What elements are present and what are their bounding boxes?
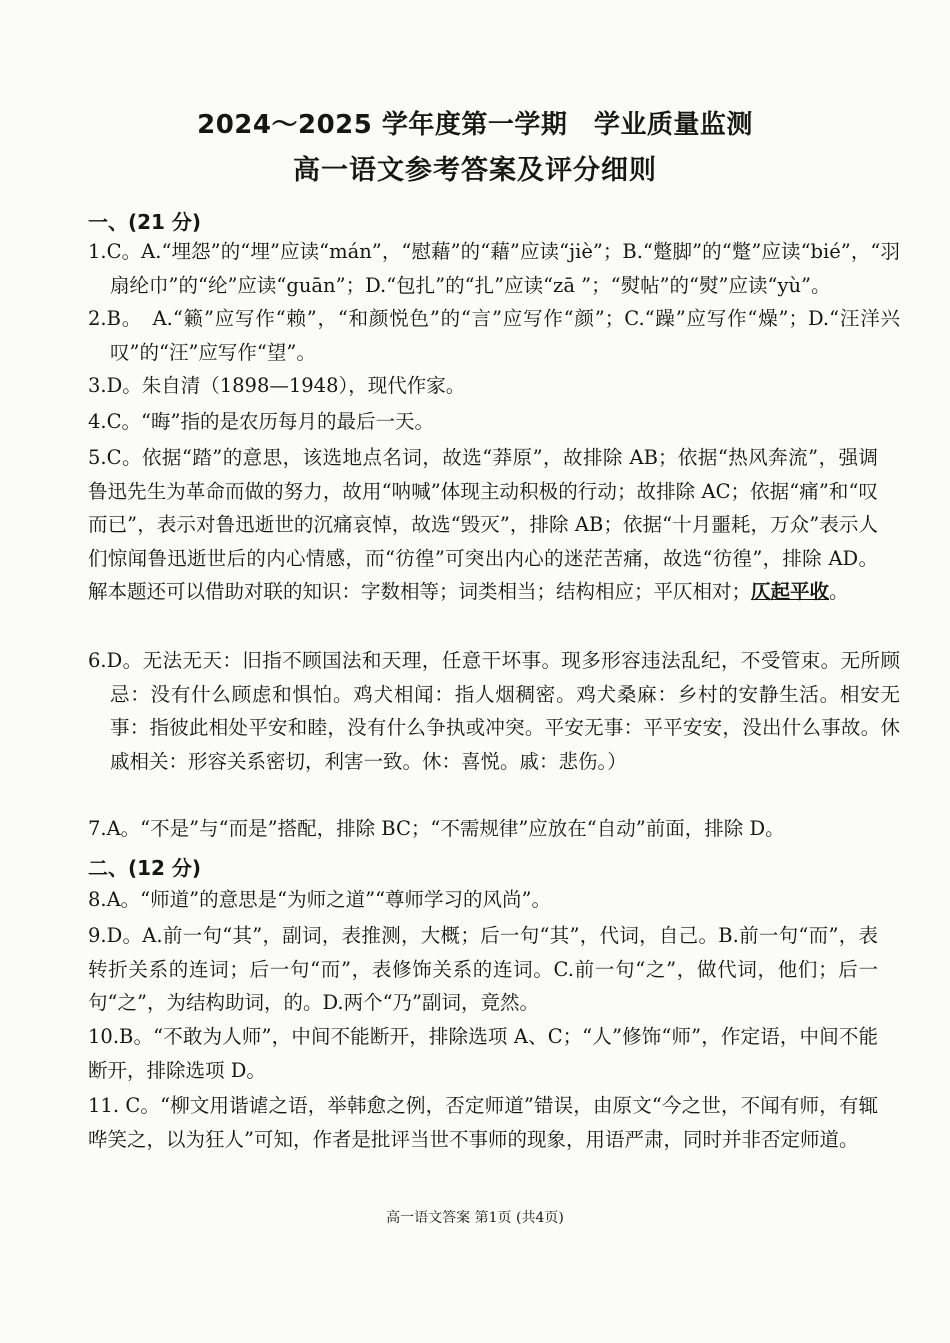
page-subtitle: 高一语文参考答案及评分细则 bbox=[293, 155, 657, 186]
section-heading-1: 一、(21 分) bbox=[88, 210, 202, 234]
answer-5-text: 5.C。依据“踏”的意思，该选地点名词，故选“莽原”，故排除 AB；依据“热风奔流”，强调鲁迅先生为革命而做的努力，故用“呐喊”体现主动积极的行动；故排除 AC；依据“痛”和“叹而已”，表示对鲁迅逝世的沉痛哀悼，故选“毁灭”，排除 AB；依据“十月噩耗，万众”表示人们惊闻鲁迅逝世后的内心情感，而“彷徨”可突出内心的迷茫苦痛，故选“彷徨”，排除 AD。解本题还可以借助对联的知识：字数相等；词类相当；结构相应；平仄相对； bbox=[88, 446, 878, 603]
answer-1: 1.C。A.“埋怨”的“埋”应读“mán”，“慰藉”的“藉”应读“jiè”；B.“蹩脚”的“蹩”应读“bié”，“羽扇纶巾”的“纶”应读“guān”；D.“包扎”的“扎”应读“zā ”；“熨帖”的“熨”应读“yù”。 bbox=[88, 240, 900, 297]
answer-5 bbox=[88, 441, 878, 609]
page-title: 2024～2025 学年度第一学期 学业质量监测 bbox=[197, 110, 753, 140]
answer-8: 8.A。“师道”的意思是“为师之道”“尊师学习的风尚”。 bbox=[88, 888, 552, 911]
answer-7: 7.A。“不是”与“而是”搭配，排除 BC；“不需规律”应放在“自动”前面，排除 D。 bbox=[88, 817, 785, 840]
answer-11: 11. C。“柳文用谐谑之语，举韩愈之例，否定师道”错误，由原文“今之世，不闻有师，有辄哗笑之，以为狂人”可知，作者是批评当世不事师的现象，用语严肃，同时并非否定师道。 bbox=[88, 1094, 878, 1151]
answer-2: 2.B。 A.“籁”应写作“赖”，“和颜悦色”的“言”应写作“颜”；C.“躁”应写作“燥”；D.“汪洋兴叹”的“汪”应写作“望”。 bbox=[88, 307, 900, 364]
answer-4: 4.C。“晦”指的是农历每月的最后一天。 bbox=[88, 410, 434, 433]
answer-9: 9.D。A.前一句“其”，副词，表推测，大概；后一句“其”，代词，自己。B.前一句“而”，表转折关系的连词；后一句“而”，表修饰关系的连词。C.前一句“之”，做代词，他们；后一句“之”，为结构助词，的。D.两个“乃”副词，竟然。 bbox=[88, 924, 878, 1014]
answer-5-end: 。 bbox=[829, 580, 849, 603]
answer-3: 3.D。朱自清（1898—1948），现代作家。 bbox=[88, 374, 466, 397]
answer-6: 6.D。无法无天：旧指不顾国法和天理，任意干坏事。现多形容违法乱纪，不受管束。无所顾忌：没有什么顾虑和惧怕。鸡犬相闻：指人烟稠密。鸡犬桑麻：乡村的安静生活。相安无事：指彼此相处平安和睦，没有什么争执或冲突。平安无事：平平安安，没出什么事故。休戚相关：形容关系密切，利害一致。休：喜悦。戚：悲伤。） bbox=[88, 649, 900, 773]
answer-10: 10.B。“不敢为人师”，中间不能断开，排除选项 A、C；“人”修饰“师”，作定语，中间不能断开，排除选项 D。 bbox=[88, 1025, 878, 1082]
answer-5-emphasis: 仄起平收 bbox=[751, 580, 830, 603]
page-footer: 高一语文答案 第1页 (共4页) bbox=[386, 1210, 564, 1226]
section-heading-2: 二、(12 分) bbox=[88, 856, 202, 880]
